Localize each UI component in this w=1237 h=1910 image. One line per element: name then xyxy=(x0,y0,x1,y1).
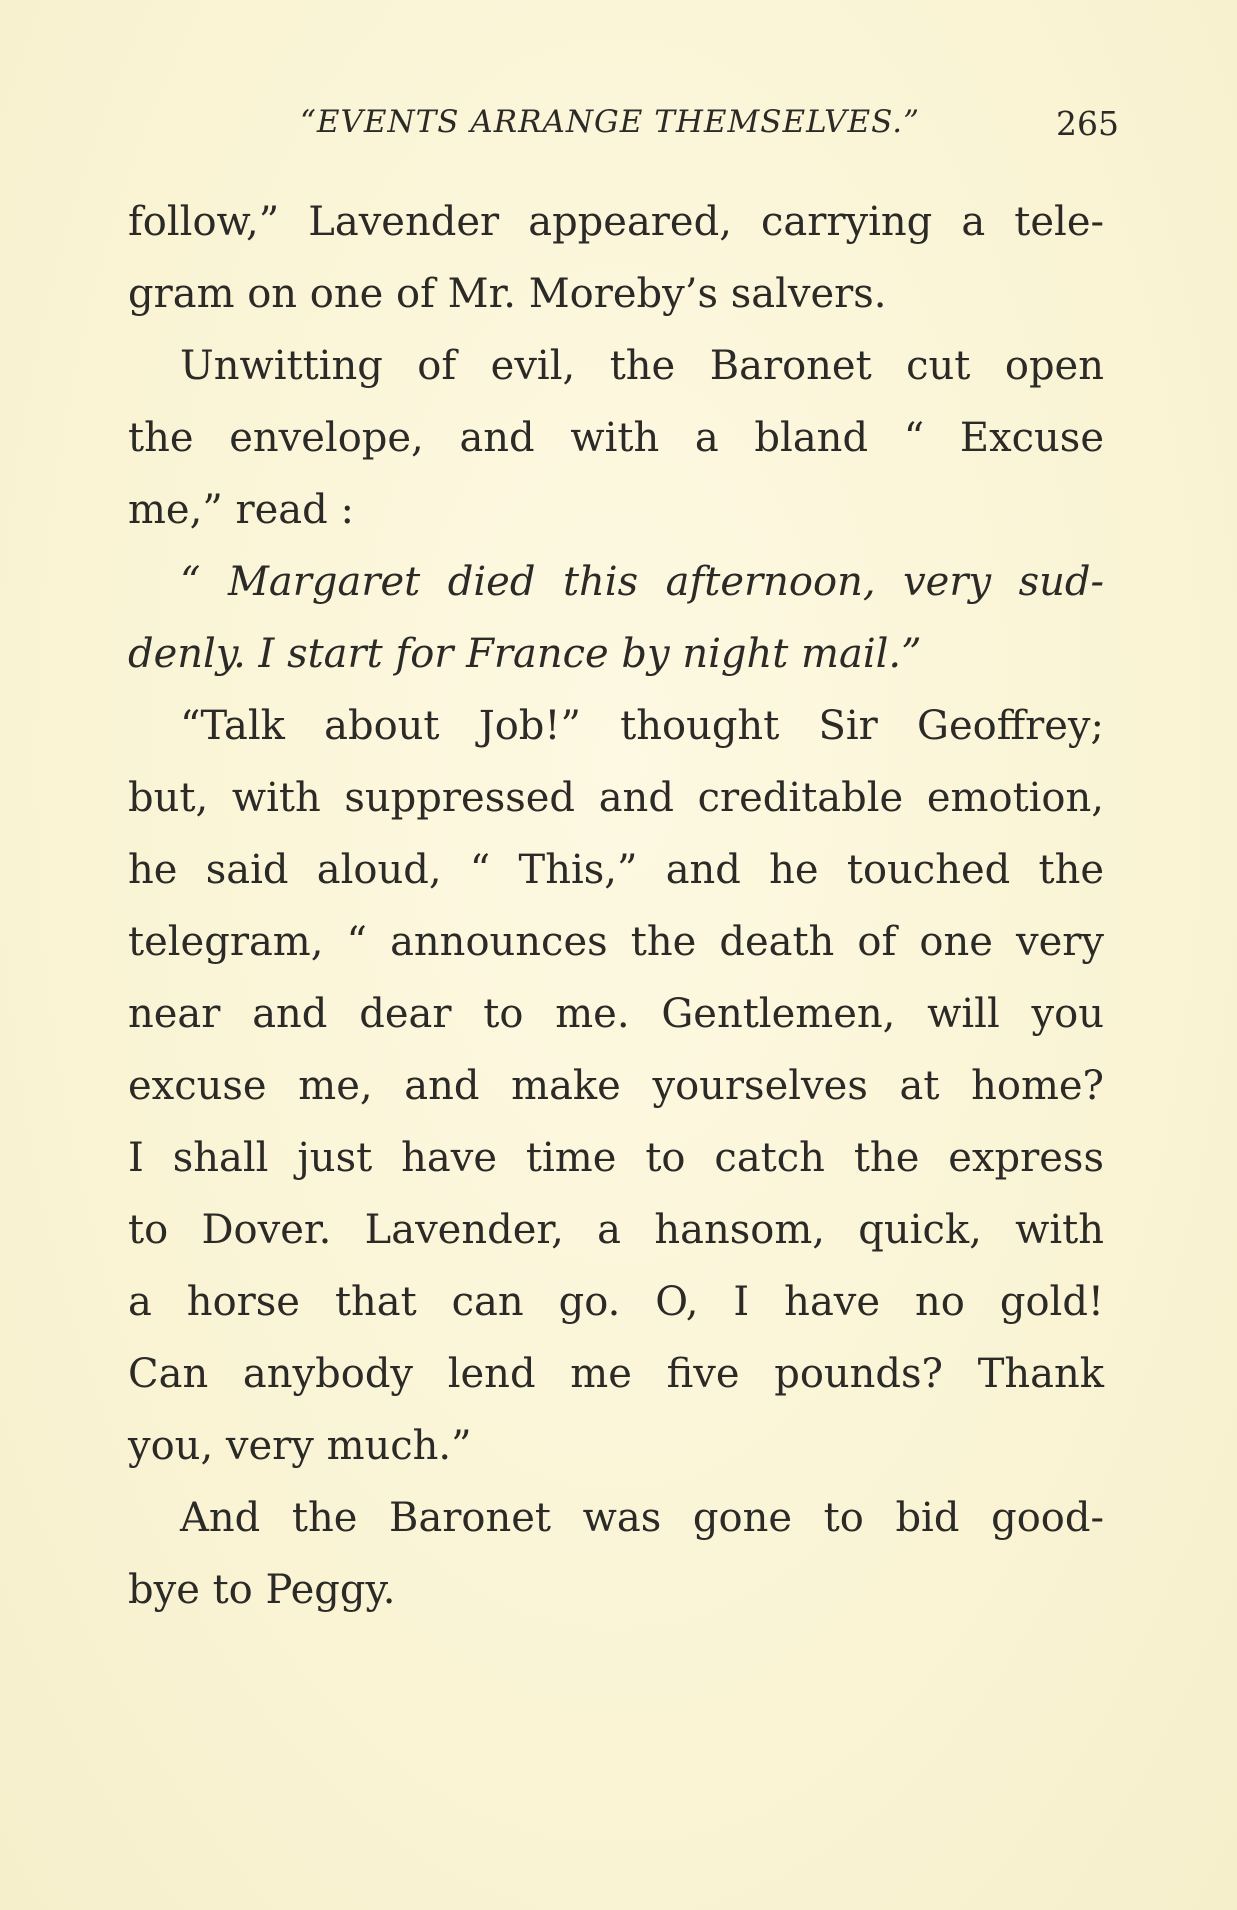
text-line: gram on one of Mr. Moreby’s salvers. xyxy=(128,271,887,317)
telegram-line: denly. I start for France by night mail.” xyxy=(128,631,922,677)
text-line: the envelope, and with a bland “ Excuse xyxy=(128,415,1104,461)
text-line: I shall just have time to catch the express xyxy=(128,1135,1104,1181)
text-line: but, with suppressed and creditable emotion, xyxy=(128,775,1104,821)
text-line: Can anybody lend me five pounds? Thank xyxy=(128,1351,1104,1397)
text-line: Unwitting of evil, the Baronet cut open xyxy=(180,343,1104,389)
text-line: to Dover. Lavender, a hansom, quick, with xyxy=(128,1207,1104,1253)
text-line: “Talk about Job!” thought Sir Geoffrey; xyxy=(180,703,1104,749)
body-text xyxy=(128,186,1104,1626)
text-line: follow,” Lavender appeared, carrying a tele- xyxy=(128,199,1104,245)
text-line: a horse that can go. O, I have no gold! xyxy=(128,1279,1104,1325)
text-line: near and dear to me. Gentlemen, will you xyxy=(128,991,1104,1037)
text-line: me,” read : xyxy=(128,487,354,533)
running-title: “EVENTS ARRANGE THEMSELVES.” xyxy=(300,104,920,140)
page-number: 265 xyxy=(1056,104,1119,143)
text-line: And the Baronet was gone to bid good- xyxy=(180,1495,1104,1541)
running-head xyxy=(0,104,1237,152)
telegram-line: “ Margaret died this afternoon, very sud- xyxy=(180,559,1104,605)
text-line: bye to Peggy. xyxy=(128,1567,396,1613)
text-line: you, very much.” xyxy=(128,1423,472,1469)
text-line: he said aloud, “ This,” and he touched the xyxy=(128,847,1104,893)
text-line: excuse me, and make yourselves at home? xyxy=(128,1063,1104,1109)
text-line: telegram, “ announces the death of one very xyxy=(128,919,1104,965)
